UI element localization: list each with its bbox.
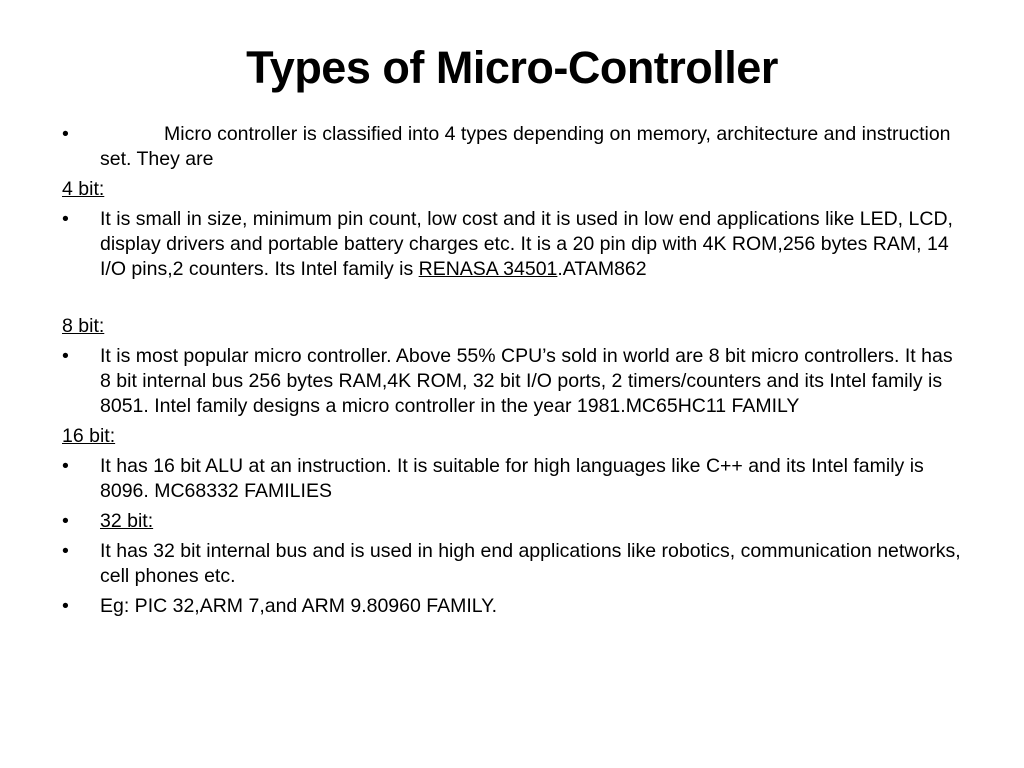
heading-8-bit: 8 bit: [62, 315, 105, 337]
sixteen-bit-text: It has 16 bit ALU at an instruction. It is suitable for high languages like C++ and its Intel family is 8096. MC68332 FAMILIES [100, 455, 924, 502]
example-bullet [62, 594, 967, 619]
sixteen-bit-bullet [62, 454, 967, 504]
slide-body [62, 122, 967, 624]
heading-32-bit: 32 bit: [100, 510, 154, 532]
four-bit-bullet [62, 207, 967, 282]
thirty-two-bit-heading-bullet [62, 509, 967, 534]
four-bit-underlined-family: RENASA 34501 [418, 258, 558, 280]
bullet-icon: • [62, 540, 69, 562]
four-bit-text: It is small in size, minimum pin count, low cost and it is used in low end applications like LED, LCD, display drivers and portable battery charges etc. It is a 20 pin dip with 4K ROM,256 bytes RAM, 14 I/O pins,2 counters. Its Intel family is [100, 208, 953, 280]
heading-4-bit: 4 bit: [62, 178, 105, 200]
bullet-icon: • [62, 595, 69, 617]
heading-16-bit: 16 bit: [62, 425, 116, 447]
intro-bullet [62, 122, 967, 172]
slide-title: Types of Micro-Controller [246, 42, 778, 93]
bullet-icon: • [62, 510, 69, 532]
thirty-two-bit-bullet [62, 539, 967, 589]
eight-bit-text: It is most popular micro controller. Above 55% CPU’s sold in world are 8 bit micro controllers. It has 8 bit internal bus 256 bytes RAM,4K ROM, 32 bit I/O ports, 2 timers/counters and its Intel family is 8051. Intel family designs a micro controller in the year 1981.MC65HC11 FAMILY [100, 345, 953, 417]
bullet-icon: • [62, 123, 69, 145]
example-text: Eg: PIC 32,ARM 7,and ARM 9.80960 FAMILY. [100, 595, 498, 617]
spacer [62, 287, 967, 314]
bullet-icon: • [62, 455, 69, 477]
bullet-icon: • [62, 208, 69, 230]
four-bit-text-after: .ATAM862 [557, 258, 647, 280]
thirty-two-bit-text: It has 32 bit internal bus and is used in high end applications like robotics, communication networks, cell phones etc. [100, 540, 961, 587]
bullet-icon: • [62, 345, 69, 367]
eight-bit-bullet [62, 344, 967, 419]
intro-text: Micro controller is classified into 4 types depending on memory, architecture and instruction set. They are [100, 123, 951, 170]
